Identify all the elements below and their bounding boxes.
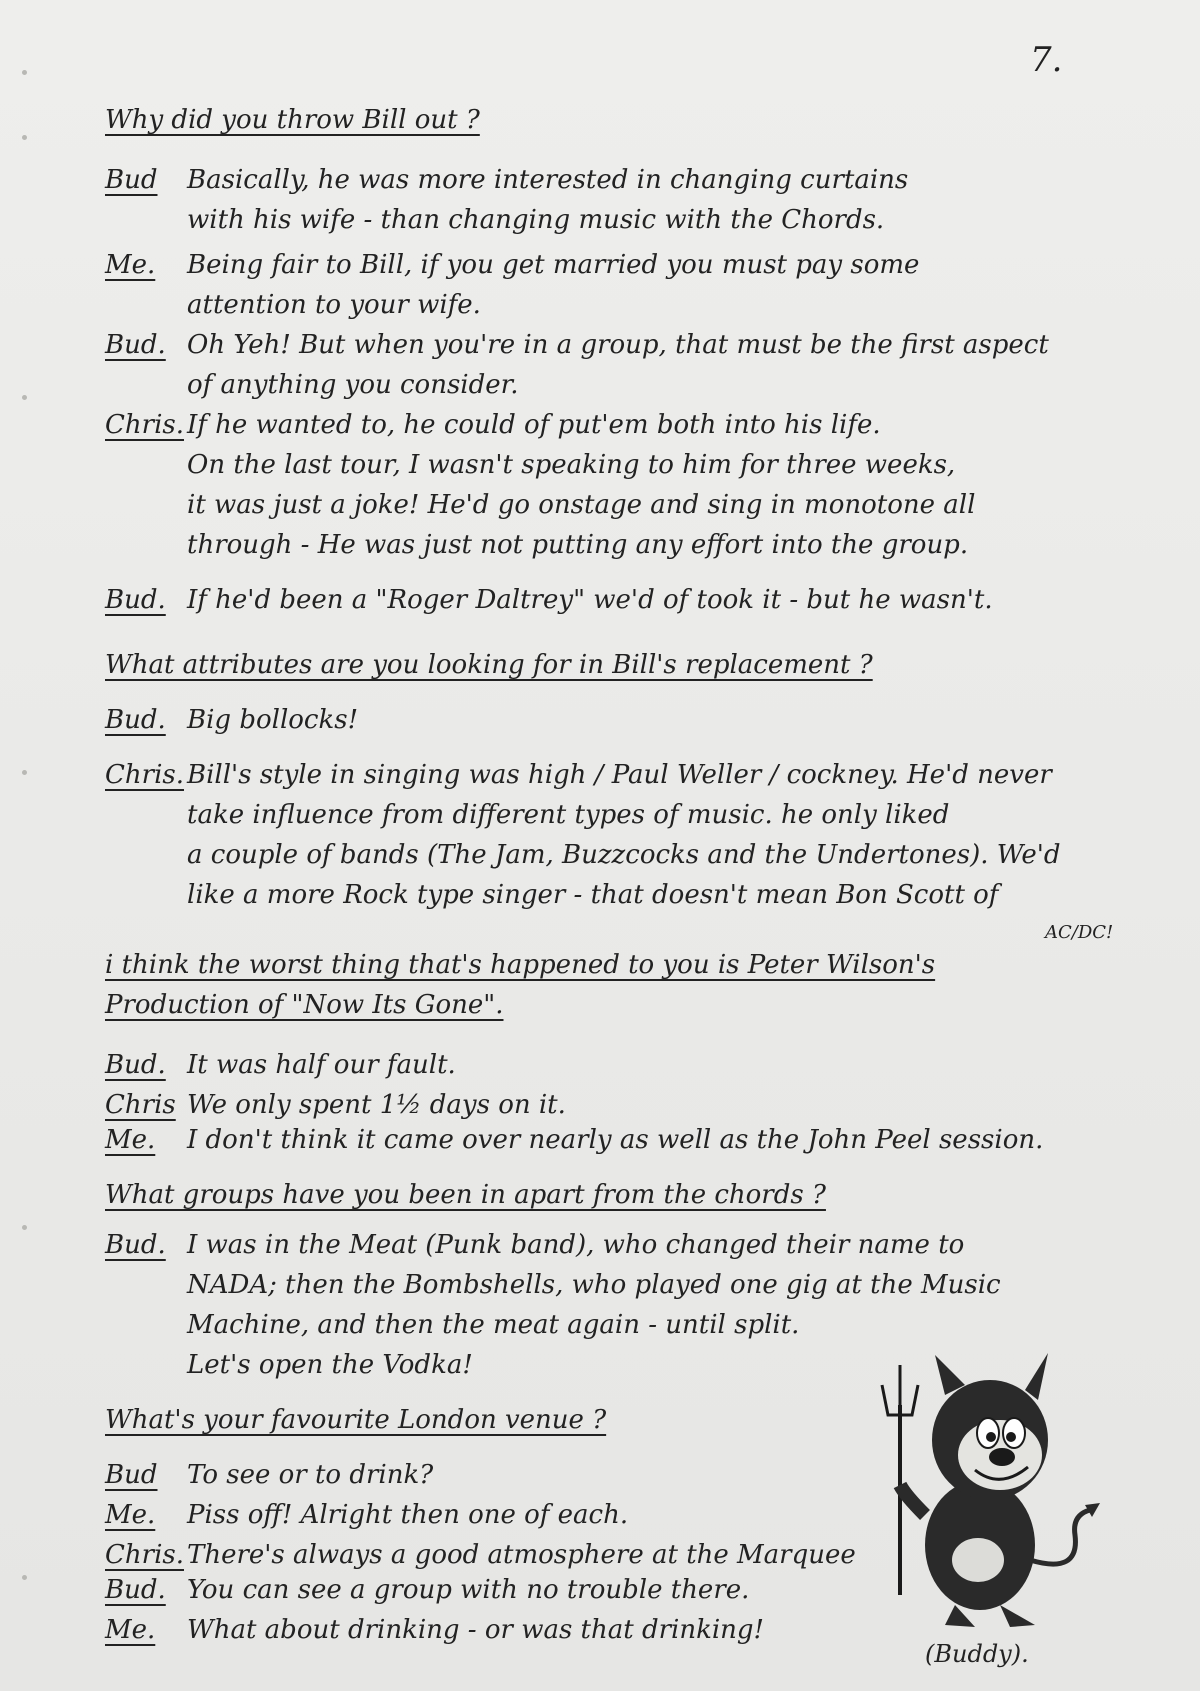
speech-line: To see or to drink? <box>187 1460 434 1490</box>
dialogue-entry <box>105 1455 865 1495</box>
dialogue-entry <box>105 405 1175 565</box>
speaker-label: Chris. <box>105 1540 184 1570</box>
speech-line: with his wife - than changing music with the Chords. <box>187 205 885 235</box>
speech-line: On the last tour, I wasn't speaking to him for three weeks, <box>187 450 956 480</box>
devil-mascot-illustration <box>860 1345 1120 1635</box>
dialogue-entry <box>105 1535 865 1575</box>
speech-line: Being fair to Bill, if you get married you must pay some <box>187 250 920 280</box>
dialogue-entry <box>105 1570 865 1610</box>
speech-line: What about drinking - or was that drinking! <box>187 1615 765 1645</box>
page-number: 7. <box>1030 40 1063 80</box>
dialogue-entry <box>105 160 1175 240</box>
interview-question <box>105 645 1175 685</box>
speech-line: through - He was just not putting any effort into the group. <box>187 530 969 560</box>
speech-line: Let's open the Vodka! <box>187 1350 473 1380</box>
interview-question <box>105 100 1175 140</box>
speech-line: Big bollocks! <box>187 705 359 735</box>
dialogue-entry <box>105 1085 1175 1125</box>
acdc-note: AC/DC! <box>1045 922 1114 943</box>
speech-line: NADA; then the Bombshells, who played one gig at the Music <box>187 1270 1001 1300</box>
speaker-label: Me. <box>105 1500 156 1530</box>
speaker-label: Chris. <box>105 410 184 440</box>
speech-line: We only spent 1½ days on it. <box>187 1090 566 1120</box>
binder-hole-mark <box>22 395 27 400</box>
speaker-label: Bud. <box>105 1230 166 1260</box>
speech-line: Machine, and then the meat again - until split. <box>187 1310 800 1340</box>
speech-line: of anything you consider. <box>187 370 519 400</box>
speech-line: a couple of bands (The Jam, Buzzcocks and the Undertones). We'd <box>187 840 1061 870</box>
speaker-label: Bud. <box>105 330 166 360</box>
question-text: i think the worst thing that's happened to you is Peter Wilson's <box>105 950 936 980</box>
speech-line: like a more Rock type singer - that doesn't mean Bon Scott of <box>187 880 999 910</box>
speech-line: Basically, he was more interested in changing curtains <box>187 165 909 195</box>
speech-line: I don't think it came over nearly as well as the John Peel session. <box>187 1125 1044 1155</box>
dialogue-entry <box>105 755 1175 915</box>
interview-question <box>105 945 1175 1025</box>
dialogue-entry <box>105 325 1175 405</box>
mascot-caption: (Buddy). <box>925 1640 1029 1668</box>
dialogue-entry <box>105 700 1175 740</box>
speaker-label: Me. <box>105 1125 156 1155</box>
speaker-label: Chris <box>105 1090 176 1120</box>
question-text: What groups have you been in apart from the chords ? <box>105 1180 826 1210</box>
question-text: Why did you throw Bill out ? <box>105 105 480 135</box>
speech-line: You can see a group with no trouble there. <box>187 1575 750 1605</box>
speech-line: If he'd been a "Roger Daltrey" we'd of took it - but he wasn't. <box>187 585 993 615</box>
binder-hole-mark <box>22 1225 27 1230</box>
speech-line: attention to your wife. <box>187 290 481 320</box>
dialogue-entry <box>105 1495 865 1535</box>
speech-line: Oh Yeh! But when you're in a group, that must be the first aspect <box>187 330 1049 360</box>
speaker-label: Me. <box>105 1615 156 1645</box>
speech-line: take influence from different types of music. he only liked <box>187 800 950 830</box>
interview-question <box>105 1175 1175 1215</box>
dialogue-entry <box>105 1610 865 1650</box>
dialogue-entry <box>105 1045 1175 1085</box>
speech-line: There's always a good atmosphere at the Marquee <box>187 1540 856 1570</box>
speaker-label: Bud. <box>105 705 166 735</box>
speaker-label: Bud <box>105 1460 158 1490</box>
speaker-label: Chris. <box>105 760 184 790</box>
speaker-label: Bud. <box>105 585 166 615</box>
speech-line: it was just a joke! He'd go onstage and sing in monotone all <box>187 490 976 520</box>
speaker-label: Bud <box>105 165 158 195</box>
binder-hole-mark <box>22 1575 27 1580</box>
question-text: What's your favourite London venue ? <box>105 1405 607 1435</box>
speech-line: Piss off! Alright then one of each. <box>187 1500 629 1530</box>
question-text: Production of "Now Its Gone". <box>105 990 504 1020</box>
dialogue-entry <box>105 580 1175 620</box>
dialogue-entry <box>105 245 1175 325</box>
speech-line: If he wanted to, he could of put'em both into his life. <box>187 410 881 440</box>
speech-line: I was in the Meat (Punk band), who changed their name to <box>187 1230 965 1260</box>
dialogue-entry <box>105 1120 1175 1160</box>
binder-hole-mark <box>22 135 27 140</box>
binder-hole-mark <box>22 770 27 775</box>
speech-line: It was half our fault. <box>187 1050 456 1080</box>
question-text: What attributes are you looking for in Bill's replacement ? <box>105 650 873 680</box>
speaker-label: Me. <box>105 250 156 280</box>
speech-line: Bill's style in singing was high / Paul Weller / cockney. He'd never <box>187 760 1052 790</box>
speaker-label: Bud. <box>105 1575 166 1605</box>
speaker-label: Bud. <box>105 1050 166 1080</box>
binder-hole-mark <box>22 70 27 75</box>
